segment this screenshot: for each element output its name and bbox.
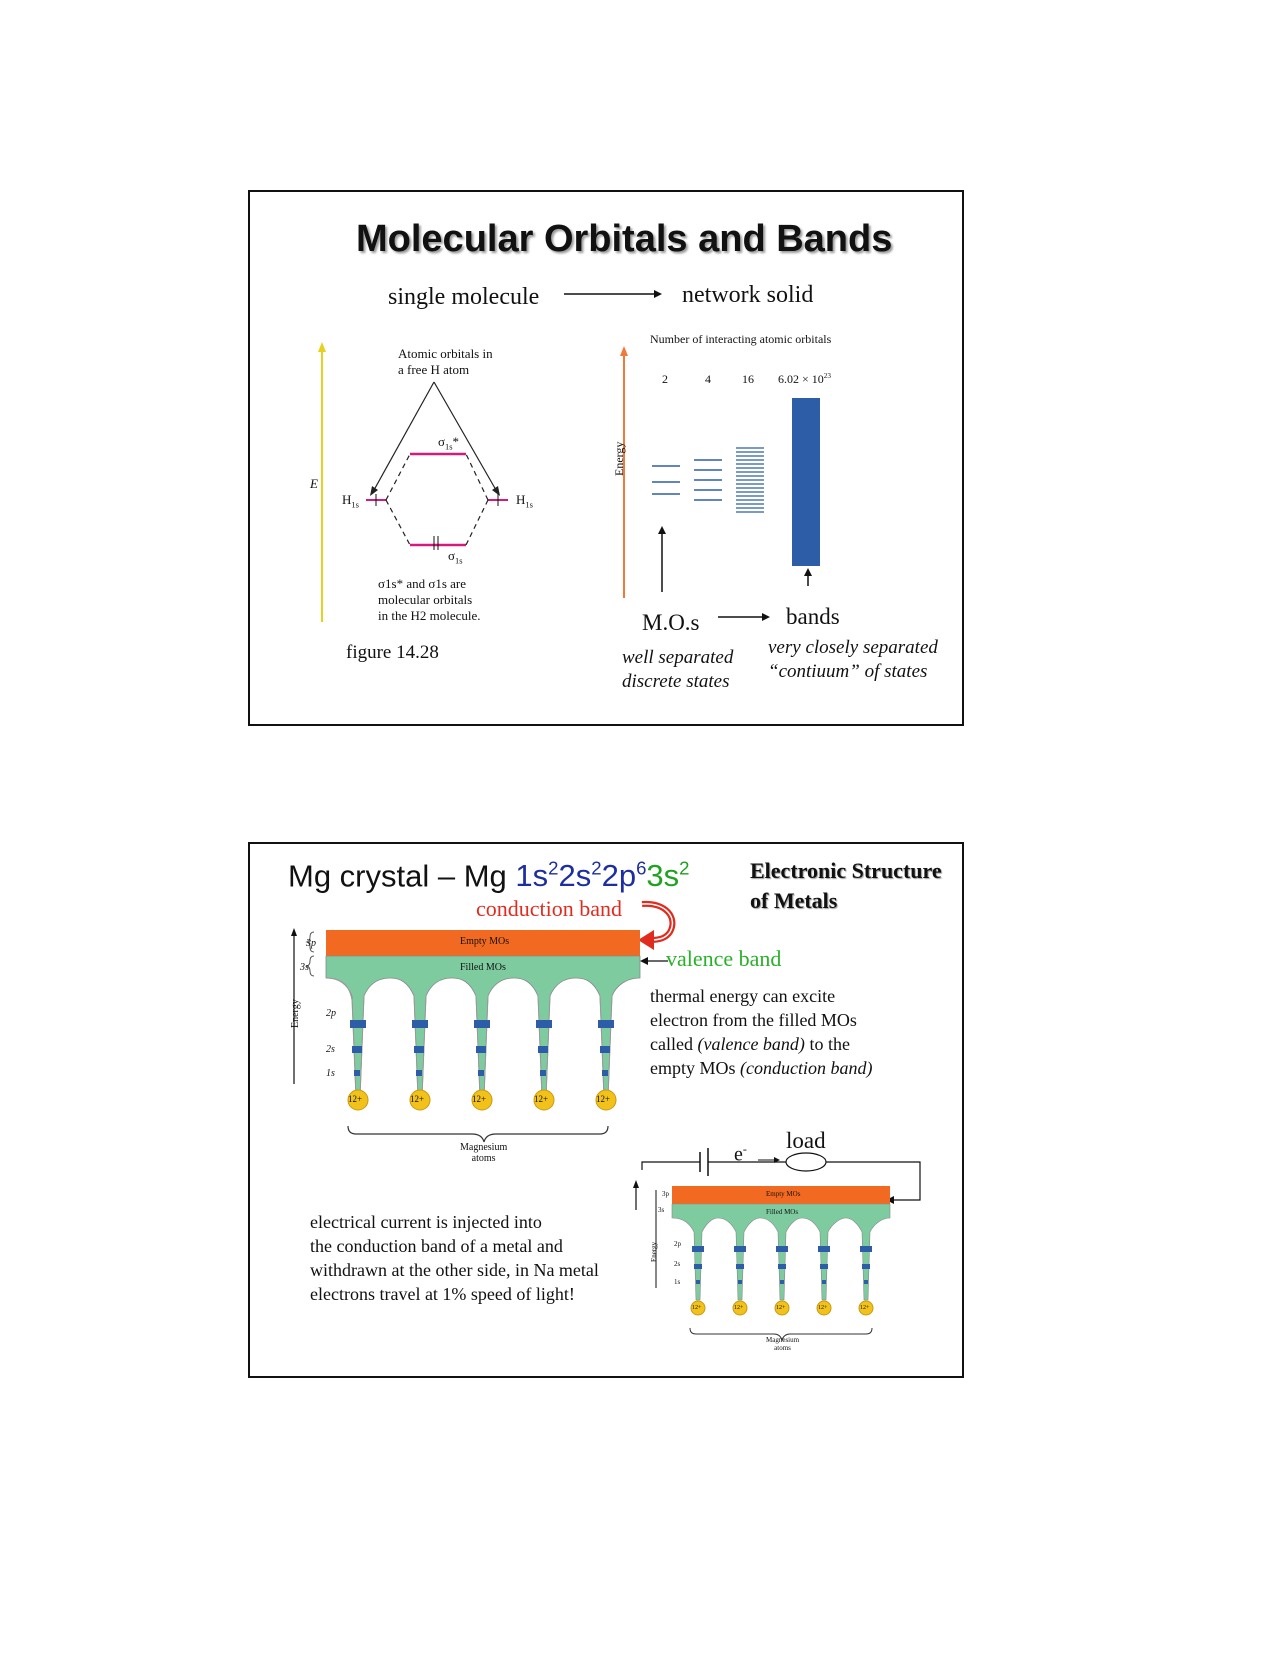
count-4: 4 [705,372,711,386]
arrow-right-icon [562,286,662,302]
empty-mos-label-small: Empty MOs [766,1190,801,1198]
continuum-band [792,398,820,566]
level-2s-small: 2s [674,1260,681,1268]
slide2-title: Mg crystal – Mg $1s^22s^22p^63s^2$ [288,858,690,894]
filled-mos-label: Filled MOs [460,962,506,973]
atomic-orbitals-caption: Atomic orbitals in a free H atom [398,346,493,377]
level-3s: 3s [300,962,309,973]
energy-arrow-icon [620,346,628,356]
h1s-right-label: $H_{1s}$ [516,492,533,510]
electron-config: $1s^22s^22p^63s^2$ [515,858,690,894]
conduction-band-label: conduction band [476,896,623,921]
energy-axis-label: Energy [612,441,626,476]
level-2p-small: 2p [674,1240,681,1248]
level-3s-small: 3s [658,1206,665,1214]
count-16: 16 [742,372,754,386]
mo-caption: σ1s* and σ1s are molecular orbitals in the H2 molecule. [378,576,481,623]
closely-separated-text: very closely separated “contiuum” of states [768,637,938,682]
num-interacting-label: Number of interacting atomic orbitals [650,332,832,346]
level-1s: 1s [326,1068,335,1079]
network-solid-label: network solid [682,282,814,308]
bands-label: bands [786,604,840,629]
magnesium-atoms-label: Magnesium atoms [460,1142,508,1164]
slide-mg-crystal: Mg crystal – Mg $1s^22s^22p^63s^2$ Electronic Structure of Metals conduction band Empty MOs Filled MOs 3p 3s 2p 2s 1s Energy 12+ 12+ 12+ 12+ 12+ Magnesium atoms valence band thermal energy can excite electron from the filled MOs called (valence band) to the empty MOs (conduction band) e- load Empty MOs Filled MOs 3p 3s 2p 2s 1s Energy 12+ 12+ 12+ 12+ 12+ Magnesium atoms electrical current is injected into the conduction band of a metal and withdrawn at the other side, in Na metal electrons travel at 1% speed of light! [248,842,964,1378]
empty-mos-label: Empty MOs [460,936,510,947]
level-2s: 2s [326,1044,335,1055]
level-3p-small: 3p [662,1190,669,1198]
energy-axis-label-small: Energy [650,1241,658,1262]
level-3p: 3p [306,938,316,949]
well-separated-text: well separated discrete states [622,647,734,692]
section-heading: Electronic Structure of Metals [750,858,942,913]
mos-label: M.O.s [642,610,700,635]
load-label: load [786,1128,826,1153]
h1s-left-label: $H_{1s}$ [342,492,359,510]
e-axis-label: E [310,476,318,491]
single-molecule-label: single molecule [388,284,540,310]
atoms-brace [348,1126,608,1142]
count-2: 2 [662,372,668,386]
count-avogadro: $6.02 \times 10^{23}$ [778,372,831,386]
figure-label: figure 14.28 [346,642,439,663]
filled-mos-label-small: Filled MOs [766,1208,799,1216]
level-1s-small: 1s [674,1278,681,1286]
slide1-title: Molecular Orbitals and Bands [356,218,893,260]
energy-axis-label: Energy [290,999,301,1028]
magnesium-atoms-label-small: Magnesium atoms [766,1336,800,1352]
valence-band-label: valence band [666,946,782,971]
band-diagram [606,342,866,602]
current-text: electrical current is injected into the conduction band of a metal and withdrawn at the other side, in Na metal electrons travel at 1% speed of light! [310,1212,599,1304]
sigma-label: $\sigma_{1s}$ [448,548,463,566]
slide-molecular-orbitals [248,190,964,726]
electron-label: e- [734,1142,747,1166]
load-element [786,1153,826,1171]
arrow-right-icon [716,610,772,624]
energy-arrow-icon [291,928,297,936]
level-2p: 2p [326,1008,336,1019]
thermal-energy-text: thermal energy can excite electron from the filled MOs called (valence band) to the empty MOs (conduction band) [650,986,873,1078]
sigma-star-label: $\sigma_{1s}*$ [438,434,460,452]
energy-arrow-icon [318,342,326,352]
